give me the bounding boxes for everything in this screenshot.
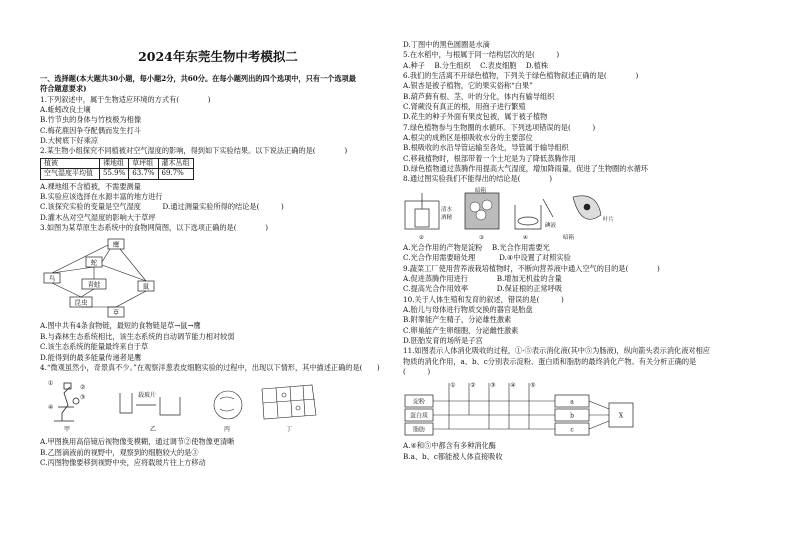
q11-stem-cont: ( ) [403,366,431,376]
digestion-diagram [403,379,761,439]
table-cell: 69.7% [158,169,193,180]
label: 脂肪 [412,426,426,434]
q6-option: B.葫芦藓有根、茎、叶的分化，体内有输导组织 [403,91,555,101]
table-row [41,158,194,169]
digestion-figure [403,379,761,439]
q1-option: D.大树底下好乘凉 [40,136,99,146]
q5-options: A.种子 B.分生组织 C.表皮细胞 D.植株 [403,60,549,70]
section-heading: 一、选择题(本大题共30小题，每小题2分，共60分。在每小题列出的四个选项中，只有一个选项最 [40,74,356,83]
table-cell: 63.7% [129,169,158,180]
label: ② [470,382,476,390]
q11-stem: 11.如图表示人体消化吸收的过程，①-⑤表示消化液(其中⑤为肠液)，纵向箭头表示消化液对相应 [403,346,710,356]
label: 乙 [150,426,157,434]
q10-option: A.胎儿与母体进行物质交换的器官是胎盘 [403,304,533,314]
q6-stem: 6.我们的生活离不开绿色植物，下列关于绿色植物叙述正确的是( ) [403,71,639,81]
label: ④ [523,234,528,241]
label: X [618,412,624,420]
node-label: 青蛙 [87,280,101,289]
q6-option: A.银杏是被子植物，它的果实俗称“白果” [403,81,533,91]
table-row [41,169,194,180]
node-label: 鹰 [112,240,120,249]
q10-option: C.卵巢能产生卵细胞，分泌雌性激素 [403,325,519,335]
q7-stem: 7.绿色植物参与生物圈的水循环。下列选项错误的是( ) [403,122,596,132]
node-label: 草 [112,308,120,317]
q7-option: B.根吸收的水沿导管运输至各处，导管属于输导组织 [403,143,569,153]
page-title: 2024年东莞生物中考模拟二 [138,49,298,64]
microscope-icon [54,383,79,421]
photosynthesis-figure [403,187,761,241]
q2-table [40,158,194,180]
q4-figures [40,375,396,435]
table-cell: 55.9% [100,169,129,180]
q8-stem: 8.通过图实验我们不能得出的结论是( ) [403,174,553,184]
label: 丁 [286,426,293,434]
table-cell: 草坪组 [129,158,158,169]
label: ④ [510,382,516,390]
label: 叶片 [603,216,615,223]
q5-stem: 5.在水稻中，与根属于同一结构层次的是( ) [403,50,560,60]
label: ④ [48,404,54,412]
q11-option: B.a、b、c都能被人体直接吸收 [403,451,503,461]
q6-option: D.花生的种子外面有果皮包被，属于被子植物 [403,112,548,122]
q4-option: B.乙图滴液前的视野中，观察到的细胞较大的是③ [40,447,199,457]
q8-figures [403,187,761,241]
node-label: 昆虫 [74,298,88,307]
table-cell: 裸地组 [100,158,129,169]
label: ③ [479,234,484,241]
q2-option: A.裸地组不含植被，不需要测量 [40,181,141,191]
q3-option: B.与森林生态系统相比，该生态系统的自动调节能力相对较弱 [40,331,235,341]
q2-option: D.灌木丛对空气湿度的影响大于草坪 [40,212,156,222]
microscope-figure [40,375,396,435]
label: c [570,426,574,434]
q2-option: B.实验应该选择在水源丰富的地方进行 [40,192,163,202]
table-cell: 空气湿度平均值 [41,169,100,180]
label: ② [80,384,86,392]
label: b [570,412,574,420]
q3-option: A.图中共有4条食物链，最短的食物链是草→鼠→鹰 [40,321,201,331]
label: ③ [80,394,86,402]
section-heading-cont: 符合题意要求) [40,84,87,94]
q8-option: A.光合作用的产物是淀粉 B.光合作用需要光 [403,242,550,252]
label: 淀粉 [412,398,426,406]
label: 暗箱 [475,187,487,194]
label: 丙 [224,426,231,434]
label: 碘液 [545,222,557,229]
q3-stem: 3.如图为某草原生态系统中的食物网简图，以下选项正确的是( ) [40,223,269,233]
q1-stem: 1.下列叙述中，属于生物适应环境的方式有( ) [40,94,211,104]
table-cell: 灌木丛组 [158,158,193,169]
q4-option: A.甲图换用高倍镜后视物像变模糊，通过调节②使物像更清晰 [40,437,235,447]
label: 暗箱 [563,234,575,241]
q2-option: C.该探究实验的变量是空气湿度 D.通过测量实验所得的结论是( ) [40,202,284,212]
q1-option: A.蚯蚓改良土壤 [40,105,91,115]
q7-option: D.绿色植物通过蒸腾作用提高大气湿度，增加降雨量，促进了生物圈的水循环 [403,164,648,174]
q4-option: C.丙图物像要移到视野中央，应将载玻片往上方移动 [40,457,206,467]
q9-option: A.促进蒸腾作用进行 B.增加无机盐的含量 [403,273,562,283]
label: ② [419,234,424,241]
q8-option: C.光合作用需要暗处理 D.④中设置了对照实验 [403,253,571,263]
q9-stem: 9.蔬菜工厂使用营养液栽培植物时，不断向营养液中通入空气的目的是( ) [403,263,660,273]
q9-option: C.提高光合作用效率 D.保证根的正常呼吸 [403,284,563,294]
q11-stem-cont: 物质的消化作用，a、b、c分别表示淀粉、蛋白质和脂肪的最终消化产物。有关分析正确的是 [403,356,697,366]
q10-option: D.胚胎发育的场所是子宫 [403,335,483,345]
label: 蛋白质 [409,412,429,420]
q11-option: A.④和⑤中都含有多种消化酶 [403,441,496,451]
q1-option: B.竹节虫的身体与竹枝极为相像 [40,115,142,125]
q2-stem: 2.某生物小组探究不同植被对空气湿度的影响，得到如下实验结果。以下说法正确的是( ) [40,146,348,156]
node-label: 鸟 [48,274,56,283]
q10-option: B.附睾能产生精子，分泌雄性激素 [403,315,512,325]
label: ① [450,382,456,390]
q4-option: D.丁图中的黑色圆圈是水滴 [403,40,490,49]
label: ③ [490,382,496,390]
q7-option: C.移栽植物时，根部带着一个土坨是为了降低蒸腾作用 [403,153,576,163]
label: 甲 [64,426,71,434]
label: 清水 [441,206,453,213]
label: a [570,398,574,406]
q6-option: C.肾蕨没有真正的根，用孢子进行繁殖 [403,102,526,112]
table-cell: 植被 [41,158,100,169]
label: 酒精 [441,214,453,221]
label: ① [48,380,54,388]
food-web-diagram [40,235,180,319]
q10-stem: 10.关于人体生殖和发育的叙述，错误的是( ) [403,294,564,304]
label: ⑤ [530,382,536,390]
left-column [40,0,396,468]
node-label: 鼠 [142,282,150,291]
food-web-figure [40,235,396,319]
q7-option: A.根尖的成熟区是根吸收水分的主要部位 [403,133,533,143]
q1-option: C.梅花鹿因争夺配偶而发生打斗 [40,125,141,135]
q4-stem: 4.“微观虽然小，奇景真不少。”在观察洋葱表皮细胞实验的过程中，出现以下情形，其中描述正确的是( ) [40,362,380,372]
label: 载玻片 [138,392,157,400]
q3-option: D.能得到的最多能量传递者是鹰 [40,352,142,362]
node-label: 蛇 [90,258,98,267]
right-column [403,40,761,462]
q3-option: C.该生态系统的能量最终来自于草 [40,342,149,352]
